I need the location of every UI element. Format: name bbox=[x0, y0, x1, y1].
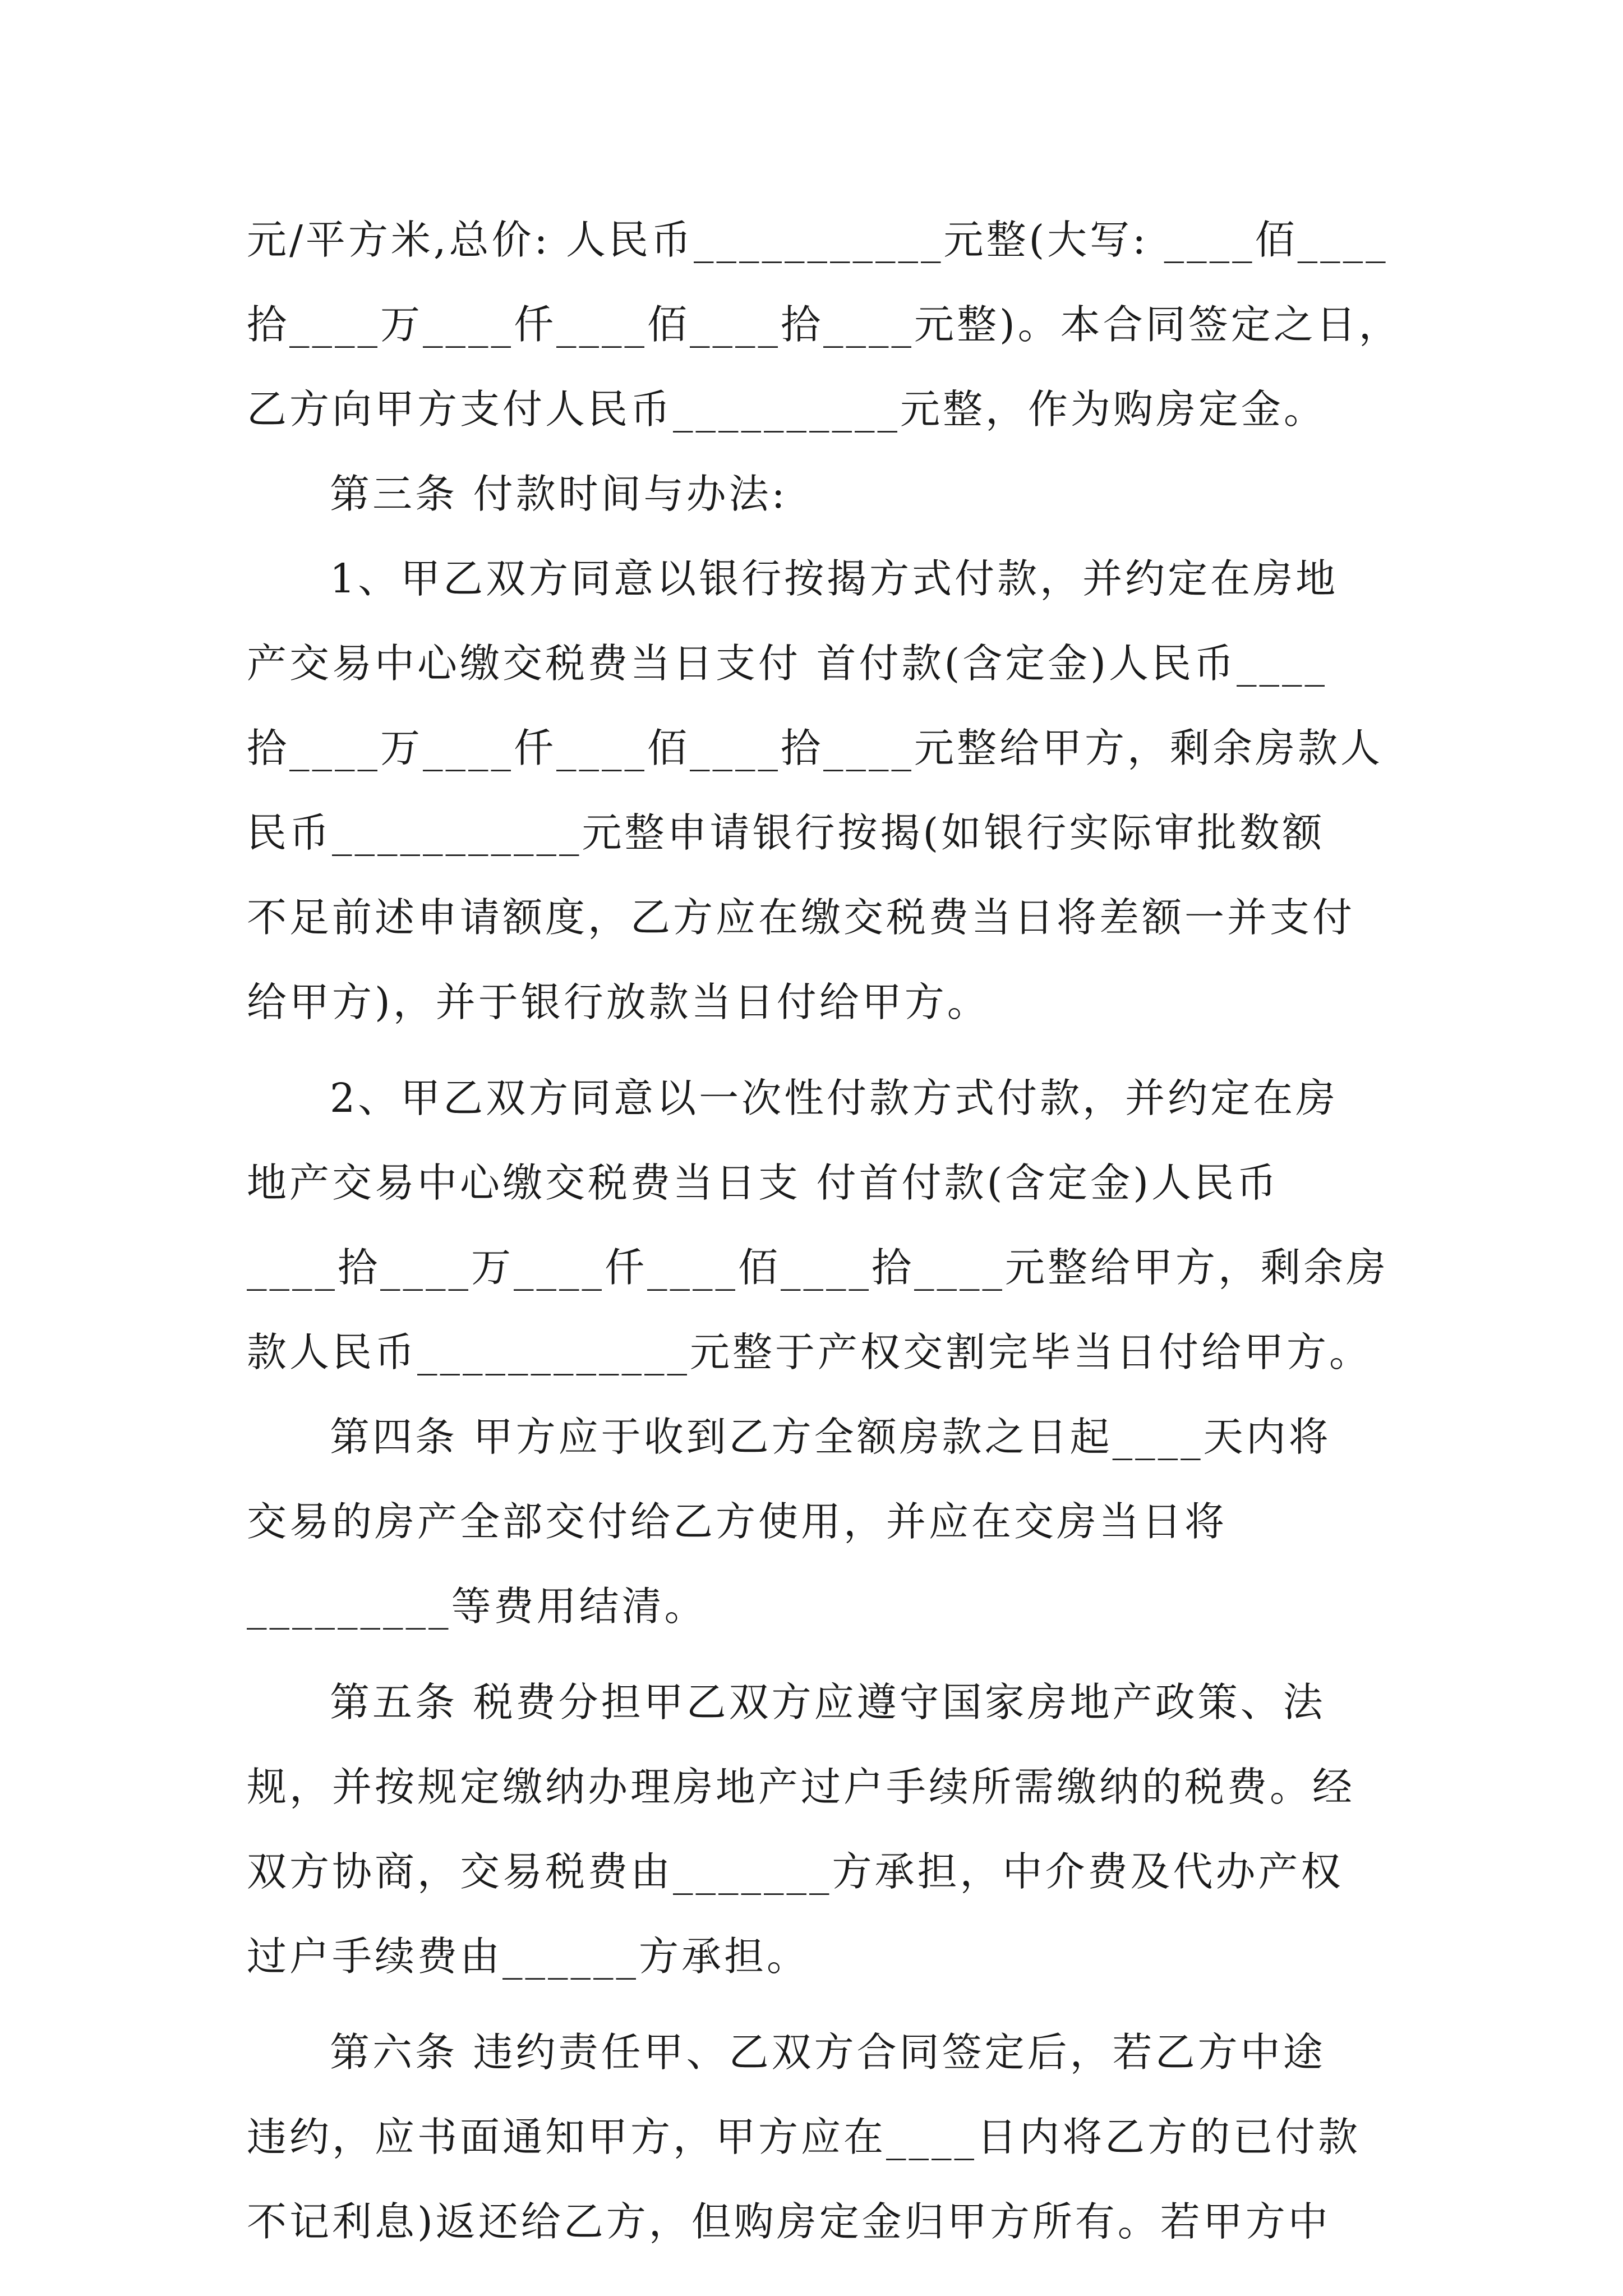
text-line: 双方协商，交易税费由_______方承担，中介费及代办产权 bbox=[247, 1848, 1344, 1895]
section-heading: 第五条 税费分担甲乙双方应遵守国家房地产政策、法 bbox=[330, 1679, 1326, 1726]
text-line: ____拾____万____仟____佰____拾____元整给甲方，剩余房 bbox=[247, 1244, 1389, 1291]
text-line: 违约，应书面通知甲方，甲方应在____日内将乙方的已付款 bbox=[247, 2114, 1361, 2160]
contract-text-body bbox=[247, 197, 1401, 2264]
text-line: 交易的房产全部交付给乙方使用，并应在交房当日将 bbox=[247, 1498, 1228, 1545]
text-line: 2、甲乙双方同意以一次性付款方式付款，并约定在房 bbox=[330, 1075, 1339, 1121]
text-line: 不足前述申请额度，乙方应在缴交税费当日将差额一并支付 bbox=[247, 894, 1355, 941]
text-line: 拾____万____仟____佰____拾____元整)。本合同签定之日， bbox=[247, 301, 1401, 348]
text-line: 乙方向甲方支付人民币__________元整，作为购房定金。 bbox=[247, 386, 1327, 432]
text-line: 过户手续费由______方承担。 bbox=[247, 1933, 810, 1980]
text-line: 1、甲乙双方同意以银行按揭方式付款，并约定在房地 bbox=[330, 555, 1339, 602]
text-line: 拾____万____仟____佰____拾____元整给甲方，剩余房款人 bbox=[247, 725, 1384, 771]
section-heading: 第四条 甲方应于收到乙方全额房款之日起____天内将 bbox=[330, 1414, 1331, 1460]
text-line: 给甲方)，并于银行放款当日付给甲方。 bbox=[247, 979, 990, 1025]
text-line: 元/平方米,总价: 人民币___________元整(大写: ____佰____ bbox=[247, 217, 1389, 263]
section-heading: 第六条 违约责任甲、乙双方合同签定后，若乙方中途 bbox=[330, 2029, 1326, 2076]
text-line: 不记利息)返还给乙方，但购房定金归甲方所有。若甲方中 bbox=[247, 2198, 1331, 2245]
section-heading: 第三条 付款时间与办法: bbox=[330, 471, 788, 517]
text-line: 地产交易中心缴交税费当日支 付首付款(含定金)人民币 bbox=[247, 1159, 1279, 1206]
text-line: 款人民币____________元整于产权交割完毕当日付给甲方。 bbox=[247, 1329, 1372, 1375]
text-line: 产交易中心缴交税费当日支付 首付款(含定金)人民币____ bbox=[247, 640, 1327, 687]
text-line: _________等费用结清。 bbox=[247, 1583, 707, 1630]
text-line: 民币___________元整申请银行按揭(如银行实际审批数额 bbox=[247, 809, 1325, 856]
text-line: 规，并按规定缴纳办理房地产过户手续所需缴纳的税费。经 bbox=[247, 1764, 1355, 1810]
